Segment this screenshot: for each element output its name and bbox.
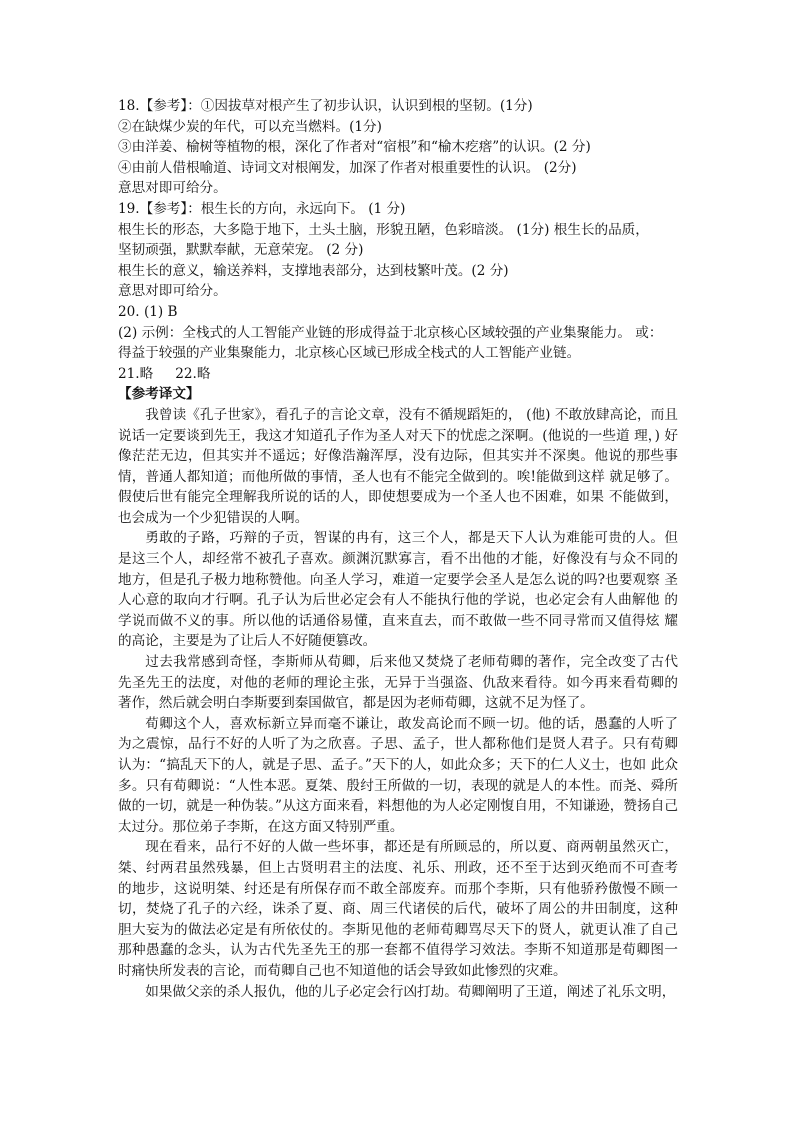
- q19-title: 19.【参考】：根生长的方向，永远向下。 (1 分): [118, 200, 406, 217]
- q19-note: 意思对即可给分。: [118, 283, 227, 300]
- q21-answer: 21.略: [118, 365, 154, 382]
- answer-content: [118, 96, 678, 1002]
- q19-line: 根生长的形态，大多隐于地下，土头土脑，形貌丑陋，色彩暗淡。 (1分) 根生长的品质，: [118, 221, 649, 238]
- translation-paragraph: 我曾读《孔子世家》，看孔子的言论文章，没有不循规蹈矩的， (他) 不敢放肆高论，而且说话一定要谈到先王，我这才知道孔子作为圣人对天下的忧虑之深啊。(他说的一些道 理，) 好像茫茫无边，但其实并不遥远；好像浩瀚浑厚，没有边际，但其实并不深奥。他说的那些事情，普通人都知道；而他所做的事情，圣人也有不能完全做到的。唉!能做到这样 就足够了。假使后世有能完全理解我所说的话的人，即使想要成为一个圣人也不困难，如果 不能做到，也会成为一个少犯错误的人啊。: [118, 406, 678, 526]
- translation-paragraph: 如果做父亲的杀人报仇，他的儿子必定会行凶打劫。荀卿阐明了王道，阐述了礼乐文明，: [145, 983, 676, 1000]
- q21-q22-row: [118, 364, 678, 385]
- q18-note: 意思对即可给分。: [118, 180, 227, 197]
- q19-line: 坚韧顽强，默默奉献，无意荣宠。 (2 分): [118, 242, 364, 259]
- translation-paragraph: 现在看来，品行不好的人做一些坏事，都还是有所顾忌的，所以夏、商两朝虽然灭亡，桀、纣两君虽然残暴，但上古贤明君主的法度、礼乐、刑政，还不至于达到灭绝而不可查考 的地步，这说明桀、纣还是有所保存而不敢全部废弃。而那个李斯，只有他骄矜傲慢不顾一 切，焚烧了孔子的六经，诛杀了夏、商、周三代诸侯的后代，破坏了周公的井田制度，这种 胆大妄为的做法必定是有所依仗的。李斯见他的老师荀卿骂尽天下的贤人，就更认准了自己 那种愚蠢的念头，认为古代先圣先王的那一套都不值得学习效法。李斯不知道那是荀卿图一 时痛快所发表的言论，而荀卿自己也不知道他的话会导致如此惨烈的灾难。: [118, 839, 678, 979]
- q20-part2: (2) 示例：全栈式的人工智能产业链的形成得益于北京核心区域较强的产业集聚能力。 或：: [118, 324, 663, 341]
- q22-answer: 22.略: [175, 365, 211, 382]
- translation-paragraph: 过去我常感到奇怪，李斯师从荀卿，后来他又焚烧了老师荀卿的著作，完全改变了古代 先圣先王的法度，对他的老师的理论主张，无异于当强盗、仇敌来看待。如今再来看荀卿的 著作，然后就会明白李斯要到秦国做官，都是因为老师荀卿，这就不足为怪了。: [118, 654, 678, 712]
- q19-line: 根生长的意义，输送养料，支撑地表部分，达到枝繁叶茂。(2 分): [118, 262, 509, 279]
- translation-paragraph: 勇敢的子路，巧辩的子贡，智谋的冉有，这三个人，都是天下人认为难能可贵的人。但 是这三个人，却经常不被孔子喜欢。颜渊沉默寡言，看不出他的才能，好像没有与众不同的 地方，但是孔子极力地称赞他。向圣人学习，难道一定要学会圣人是怎么说的吗?也要观察 圣人心意的取向才行啊。孔子认为后世必定会有人不能执行他的学说，也必定会有人曲解他 的学说而做不义的事。所以他的话通俗易懂，直来直去，而不敢做一些不同寻常而又值得炫 耀的高论，主要是为了让后人不好随便篡改。: [118, 530, 678, 650]
- translation-heading: 【参考译文】: [118, 386, 200, 403]
- q18-item: ③由洋姜、榆树等植物的根，深化了作者对“宿根”和“榆木疙瘩”的认识。(2 分): [118, 139, 591, 156]
- q18-item: ②在缺煤少炭的年代，可以充当燃料。(1分): [118, 118, 382, 135]
- translation-paragraph: 荀卿这个人，喜欢标新立异而毫不谦让，敢发高论而不顾一切。他的话，愚蠢的人听了 为之震惊，品行不好的人听了为之欣喜。子思、孟子，世人都称他们是贤人君子。只有荀卿 认为：“搞乱天下的人，就是子思、孟子。”天下的人，如此众多；天下的仁人义士，也如 此众多。只有荀卿说：“人性本恶。夏桀、殷纣王所做的一切，表现的就是人的本性。而尧、舜所做的一切，就是一种伪装。”从这方面来看，料想他的为人必定刚愎自用，不知谦逊，赞扬自己太过分。那位弟子李斯，在这方面又特别严重。: [118, 715, 678, 835]
- q20-part2: 得益于较强的产业集聚能力，北京核心区域已形成全栈式的人工智能产业链。: [118, 345, 581, 362]
- q20-part1: 20. (1) B: [118, 303, 178, 320]
- q18-item: ④由前人借根喻道、诗词文对根阐发，加深了作者对根重要性的认识。 (2分): [118, 159, 577, 176]
- q18-title: 18.【参考】：①因拔草对根产生了初步认识，认识到根的坚韧。(1分): [118, 98, 533, 114]
